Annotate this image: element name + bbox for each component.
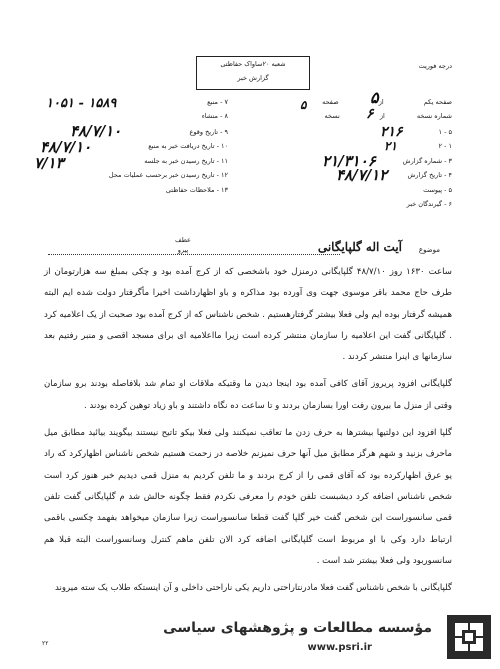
- handwritten-page-number: ۵: [370, 88, 379, 107]
- handwritten-source-code: ۱۰۵۱ - ۱۵۸۹: [46, 96, 117, 111]
- field-page-mid: از: [378, 98, 384, 106]
- body-paragraph: ساعت ۱۶۳۰ روز ۴۸/۷/۱۰ گلپایگانی درمنزل خود باشخصی که از کرج آمده بود و چکی بمبلغ سه هزارتومان از طرف حاج محمد باقر موسوی جهت وی آورده بود مذاکره و باو اظهارداشت اخیرا مأگرفتار دولت شده ایم البته همیشه گرفتار بوده ایم ولی فعلا بیشتر گرفتارهستیم . شخص ناشناس که از کرج آمده بود صحبت از یک اعلامیه کرد . گلپایگانی گفت این اعلامیه را سازمان منتشر کرده است زیرا مااعلامیه ای برای مسجد اقصی و منبر رفتیم بعد سازمانها ی اینرا منتشر کردند .: [44, 267, 452, 363]
- field-page: [322, 98, 452, 106]
- footnote-number: ۲۲: [42, 640, 49, 647]
- subject-value: آیت اله گلپایگانی: [317, 240, 402, 254]
- field-1: ۱ - ۵: [438, 128, 452, 136]
- handwritten-field-2: ۲۱: [384, 139, 397, 153]
- subject-label: موضوع: [418, 246, 440, 254]
- field-copy-tail: نسخه: [324, 112, 340, 120]
- field-report-date: ۴ - تاریخ گزارش: [407, 171, 452, 179]
- field-source: ۷ - منبع: [207, 98, 228, 106]
- stamp-line-1: شعبه ۲۰ساواک حفاظتی: [220, 60, 286, 68]
- institute-logo-icon: [446, 614, 492, 660]
- body-paragraph: گلپایگانی با شخص ناشناس گفت فعلا مادرنتاراحتی داریم یکی ناراحتی داخلی و آن اینستکه طلاب یک سته میروند: [54, 583, 452, 594]
- field-security-notes: ۱۳ - ملاحظات حفاظتی: [165, 186, 228, 194]
- handwritten-copy-number: ۶: [366, 106, 374, 122]
- reference-labels: [175, 235, 191, 255]
- reference-label-1: عطف: [175, 236, 191, 244]
- report-body: [44, 262, 452, 599]
- classification-stamp: [196, 56, 310, 90]
- body-paragraph: گلپا افزود این دولتیها بیشترها به حرف زدن ما تعاقب نمیکنند ولی فعلا بیکو تاتیح نیستند بیگویند بیائید مطابق میل ماحرف بزنید و شهم هرگز مطابق میل آنها حرف نمیزنم خلاصه در زحمت هستیم شخص ناشناس اظهارکرد که راد یو عرق اظهارکرده بود که آقای قمی را از کرج بردند و ما تلفن کردیم به منزل قمی دیدیم خبر هنوز کرد است شخص ناشناس اضافه کرد دیشبست تلفن خودم را معرفی نکردم فقط چگونه حالش شد م گلپایگانی گفت تلفن قمی سانسوراست این شخص گفت خیر گلپا گفت قطعا سانسوراست زیرا سازمان میخواهد بفهمد چکسی باقمی ارتباط دارد وکی با او مربوط است گلپایگانی اضافه کرد الان تلفن ماهم کنترل وسانسوراست البته قبلا هم سانسوربود ولی فعلا بیشتر شد است .: [44, 428, 452, 566]
- field-2: ۲ - ۱: [438, 142, 452, 150]
- field-page-label: صفحه یکم: [423, 98, 452, 106]
- field-copy-mid: از: [379, 112, 385, 120]
- field-recipients: ۶ - گیرندگان خبر: [406, 200, 452, 208]
- handwritten-arrival-date: ۷/۱۳: [34, 154, 64, 172]
- urgency-label: درجه فوریت: [418, 62, 452, 70]
- field-occurrence-date: ۹ - تاریخ وقوع: [189, 128, 228, 136]
- field-receipt-date: ۱۰ - تاریخ دریافت خبر به منبع: [148, 142, 228, 150]
- handwritten-report-number: ۲۱/۳۱۰۶: [322, 152, 376, 170]
- handwritten-occurrence-date: ۴۸/۷/۱۰: [70, 122, 122, 140]
- field-page-tail: صفحه: [322, 98, 339, 106]
- subject-rule: [48, 254, 340, 255]
- institute-watermark: [146, 612, 492, 660]
- handwritten-page-total: ۵: [300, 98, 307, 112]
- field-copy-label: شماره نسخه: [416, 112, 452, 120]
- body-paragraph: گلپایگانی افزود پریروز آقای کافی آمده بود اینجا دیدن ما وقتیکه ملاقات او تمام شد بلافاصله بودند برو سازمان وقتی از منزل ما بیرون رفت اورا بسازمان بردند و تا ساعت ده نگاه داشتند و باو زیاد توهین کرده بودند .: [44, 379, 452, 411]
- field-arrival-date: ۱۱ - تاریخ رسیدن خبر به جلسه: [144, 157, 228, 165]
- field-origin: ۸ - منشاء: [201, 112, 228, 120]
- handwritten-field-1: ۲۱۶: [380, 124, 403, 140]
- handwritten-receipt-date: ۴۸/۷/۱۰: [40, 138, 92, 156]
- institute-name: مؤسسه مطالعات و پژوهشهای سیاسی: [163, 620, 432, 636]
- field-report-number: ۳ - شماره گزارش: [402, 157, 452, 165]
- field-copy: [325, 112, 453, 120]
- field-operations-date: ۱۲ - تاریخ رسیدن خبر برحسب عملیات محل: [108, 171, 228, 179]
- field-attachment: ۵ - پیوست: [423, 186, 452, 194]
- institute-url: www.psri.ir: [307, 642, 372, 653]
- stamp-line-2: گزارش خبر: [237, 74, 269, 82]
- handwritten-report-date: ۴۸/۷/۱۲: [336, 166, 388, 184]
- reference-label-2: پیرو: [177, 246, 189, 254]
